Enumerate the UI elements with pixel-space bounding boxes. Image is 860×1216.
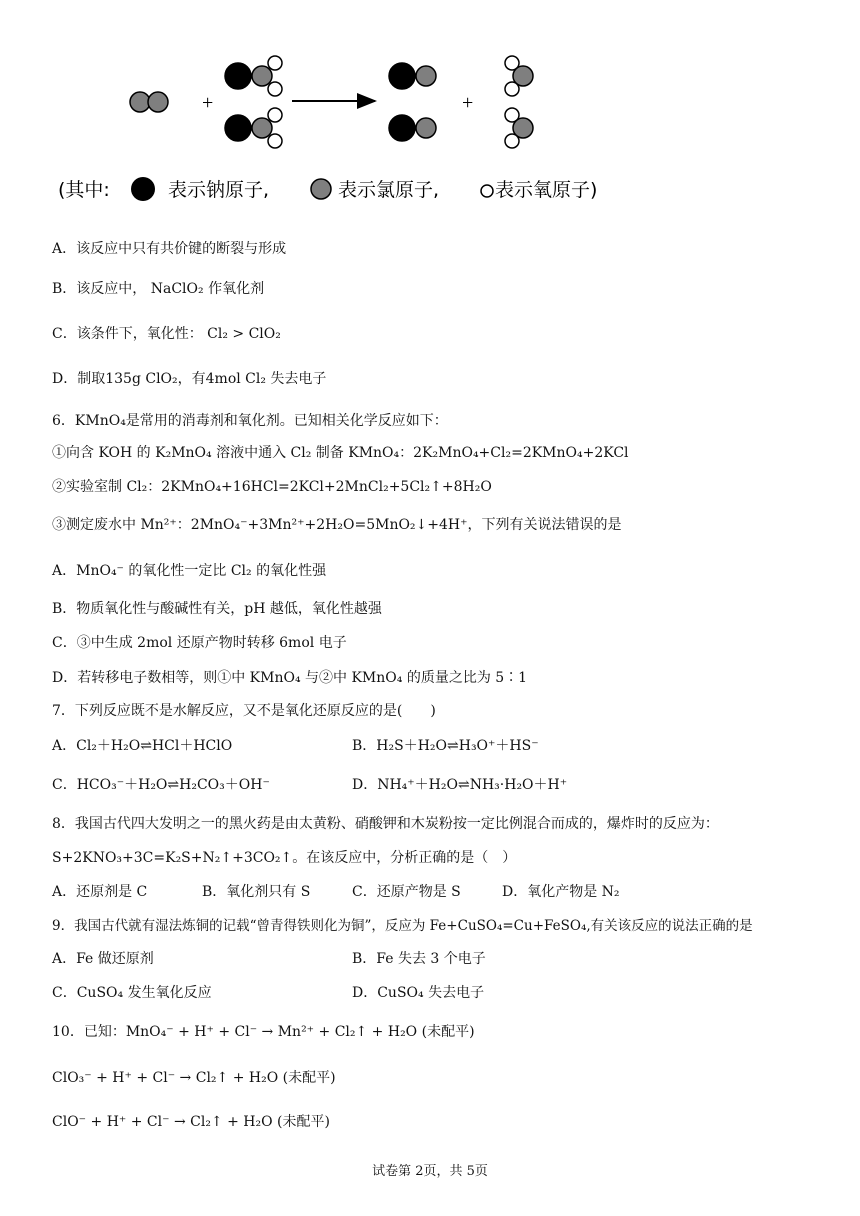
- legend-o: 表示氧原子): [495, 179, 598, 201]
- q8-option-c: C．还原产物是 S: [352, 884, 461, 900]
- q9-option-d: D．CuSO₄ 失去电子: [352, 985, 485, 1001]
- q9-option-b: B．Fe 失去 3 个电子: [352, 951, 486, 967]
- oxygen-legend-icon: [481, 185, 493, 197]
- q6-option-c: C．③中生成 2mol 还原产物时转移 6mol 电子: [52, 635, 347, 651]
- q5-option-d: D．制取135g ClO₂，有4mol Cl₂ 失去电子: [52, 371, 327, 387]
- plus-sign-1: +: [202, 92, 214, 114]
- q6-reaction-1: ①向含 KOH 的 K₂MnO₄ 溶液中通入 Cl₂ 制备 KMnO₄：2K₂MnO₄+Cl₂=2KMnO₄+2KCl: [52, 445, 629, 461]
- q5-option-a: A．该反应中只有共价键的断裂与形成: [52, 241, 287, 257]
- q6-stem: 6．KMnO₄是常用的消毒剂和氧化剂。已知相关化学反应如下：: [52, 413, 448, 429]
- q8-option-a: A．还原剂是 C: [52, 884, 148, 900]
- q7-option-a: A．Cl₂＋H₂O⇌HCl＋HClO: [52, 738, 233, 754]
- naclo2-molecule-bottom: [225, 108, 282, 148]
- legend-cl: 表示氯原子,: [338, 179, 440, 201]
- page-footer: 试卷第 2页，共 5页: [372, 1164, 488, 1179]
- legend-na: 表示钠原子,: [168, 179, 270, 201]
- clo2-molecule-bottom: [505, 108, 533, 148]
- chlorine-legend-icon: [311, 179, 331, 199]
- q8-option-b: B．氧化剂只有 S: [202, 884, 311, 900]
- q9-option-c: C．CuSO₄ 发生氧化反应: [52, 985, 212, 1001]
- q6-option-b: B．物质氧化性与酸碱性有关，pH 越低，氧化性越强: [52, 601, 382, 617]
- q8-stem-line-1: 8．我国古代四大发明之一的黑火药是由太黄粉、硝酸钾和木炭粉按一定比例混合而成的，爆炸时的反应为：: [52, 816, 719, 832]
- q7-stem: 7．下列反应既不是水解反应，又不是氧化还原反应的是( ): [52, 703, 436, 719]
- clo2-molecule-top: [505, 56, 533, 96]
- q9-option-a: A．Fe 做还原剂: [52, 951, 154, 967]
- plus-sign-2: +: [462, 92, 474, 114]
- q6-reaction-2: ②实验室制 Cl₂：2KMnO₄+16HCl=2KCl+2MnCl₂+5Cl₂↑+8H₂O: [52, 479, 492, 495]
- naclo2-molecule-top: [225, 56, 282, 96]
- legend-open: (其中:: [58, 179, 110, 201]
- q5-option-c: C．该条件下，氧化性： Cl₂ > ClO₂: [52, 326, 281, 342]
- nacl-molecule-top: [389, 63, 436, 89]
- q7-option-c: C．HCO₃⁻＋H₂O⇌H₂CO₃＋OH⁻: [52, 777, 270, 793]
- nacl-molecule-bottom: [389, 115, 436, 141]
- q10-stem: 10．已知：MnO₄⁻ + H⁺ + Cl⁻ → Mn²⁺ + Cl₂↑ + H₂O (未配平): [52, 1024, 475, 1040]
- q6-option-a: A．MnO₄⁻ 的氧化性一定比 Cl₂ 的氧化性强: [52, 563, 327, 579]
- reaction-diagram: [0, 0, 860, 215]
- q6-reaction-3: ③测定废水中 Mn²⁺：2MnO₄⁻+3Mn²⁺+2H₂O=5MnO₂↓+4H⁺，下列有关说法错误的是: [52, 517, 622, 533]
- q7-option-d: D．NH₄⁺＋H₂O⇌NH₃·H₂O＋H⁺: [352, 777, 568, 793]
- q8-option-d: D．氧化产物是 N₂: [502, 884, 620, 900]
- cl2-molecule: [130, 92, 168, 112]
- q7-option-b: B．H₂S＋H₂O⇌H₃O⁺＋HS⁻: [352, 738, 539, 754]
- q6-option-d: D．若转移电子数相等，则①中 KMnO₄ 与②中 KMnO₄ 的质量之比为 5∶1: [52, 670, 528, 686]
- q9-stem: 9．我国古代就有湿法炼铜的记载“曾青得铁则化为铜”，反应为 Fe+CuSO₄=Cu+FeSO₄,有关该反应的说法正确的是: [52, 918, 753, 934]
- legend: [58, 177, 597, 201]
- q8-stem-line-2: S+2KNO₃+3C=K₂S+N₂↑+3CO₂↑。在该反应中，分析正确的是（ ）: [52, 850, 517, 866]
- q5-option-b: B．该反应中， NaClO₂ 作氧化剂: [52, 281, 265, 297]
- q10-equation-3: ClO⁻ + H⁺ + Cl⁻ → Cl₂↑ + H₂O (未配平): [52, 1114, 330, 1130]
- q10-equation-2: ClO₃⁻ + H⁺ + Cl⁻ → Cl₂↑ + H₂O (未配平): [52, 1070, 336, 1086]
- sodium-legend-icon: [131, 177, 155, 201]
